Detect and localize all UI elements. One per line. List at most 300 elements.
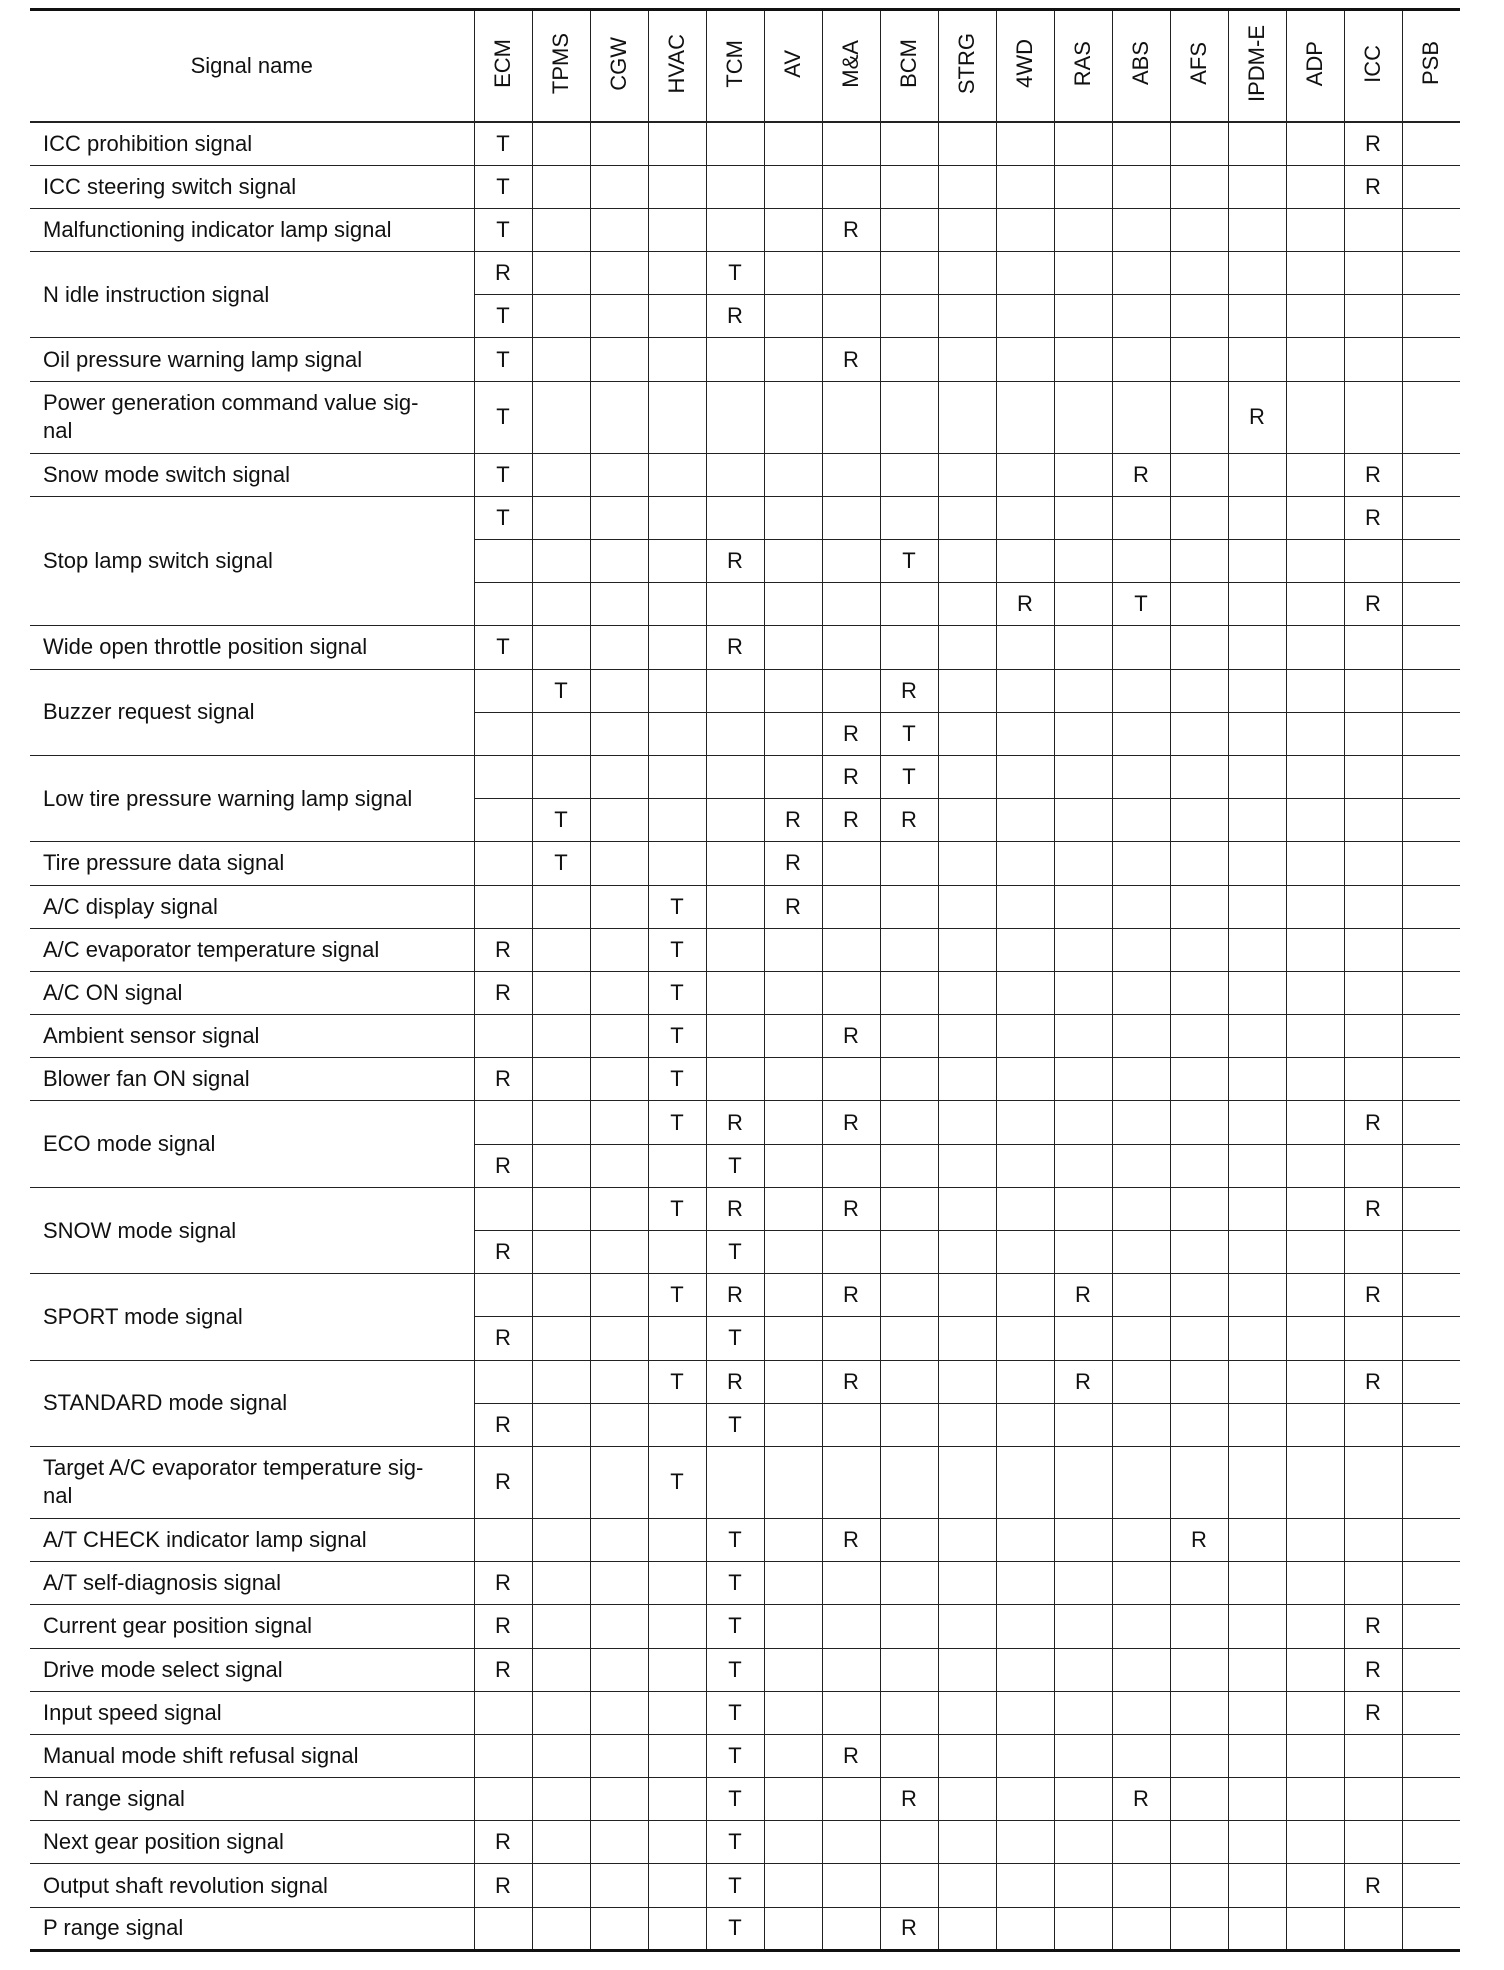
matrix-cell	[532, 252, 590, 295]
matrix-cell	[1112, 1058, 1170, 1101]
matrix-cell	[1402, 1518, 1460, 1561]
matrix-cell	[648, 122, 706, 165]
matrix-cell	[764, 1231, 822, 1274]
matrix-cell: R	[822, 1187, 880, 1230]
matrix-cell	[1402, 208, 1460, 251]
matrix-cell	[1228, 165, 1286, 208]
matrix-cell	[590, 540, 648, 583]
matrix-cell	[1286, 1360, 1344, 1403]
signal-name-cell: Malfunctioning indicator lamp signal	[30, 208, 474, 251]
matrix-cell: R	[1344, 1101, 1402, 1144]
matrix-cell	[474, 799, 532, 842]
matrix-cell	[938, 1691, 996, 1734]
matrix-cell: T	[706, 1403, 764, 1446]
signal-name-cell: Manual mode shift refusal signal	[30, 1734, 474, 1777]
matrix-cell: T	[474, 165, 532, 208]
matrix-cell	[1286, 496, 1344, 539]
matrix-cell	[880, 252, 938, 295]
matrix-cell	[822, 928, 880, 971]
matrix-cell	[1402, 1821, 1460, 1864]
column-header-tpms	[532, 10, 590, 123]
signal-name-cell: Wide open throttle position signal	[30, 626, 474, 669]
matrix-cell	[938, 755, 996, 798]
matrix-cell	[822, 1317, 880, 1360]
signal-name-cell: Output shaft revolution signal	[30, 1864, 474, 1907]
matrix-cell	[1228, 928, 1286, 971]
matrix-cell	[1286, 1058, 1344, 1101]
matrix-cell	[1286, 1734, 1344, 1777]
matrix-cell	[1112, 712, 1170, 755]
matrix-cell	[764, 1691, 822, 1734]
matrix-cell	[1402, 928, 1460, 971]
signal-name-cell: P range signal	[30, 1907, 474, 1950]
matrix-cell	[532, 1518, 590, 1561]
matrix-cell	[938, 338, 996, 381]
matrix-cell	[474, 1015, 532, 1058]
matrix-cell	[1054, 1015, 1112, 1058]
matrix-cell: R	[822, 338, 880, 381]
matrix-cell	[1402, 252, 1460, 295]
matrix-cell	[938, 165, 996, 208]
matrix-cell	[1402, 1864, 1460, 1907]
matrix-cell	[1170, 799, 1228, 842]
matrix-cell	[938, 1403, 996, 1446]
matrix-cell	[1170, 1734, 1228, 1777]
matrix-cell	[764, 1144, 822, 1187]
matrix-cell	[764, 252, 822, 295]
matrix-cell: R	[1054, 1360, 1112, 1403]
matrix-cell	[1054, 208, 1112, 251]
column-header-hvac	[648, 10, 706, 123]
matrix-cell	[1170, 669, 1228, 712]
matrix-cell	[1054, 540, 1112, 583]
matrix-cell	[938, 252, 996, 295]
matrix-cell	[1112, 1403, 1170, 1446]
matrix-cell	[1228, 1648, 1286, 1691]
column-header-av	[764, 10, 822, 123]
matrix-cell: R	[706, 1274, 764, 1317]
matrix-cell	[1112, 799, 1170, 842]
matrix-cell	[1112, 496, 1170, 539]
matrix-cell: T	[880, 755, 938, 798]
matrix-cell	[590, 1144, 648, 1187]
matrix-cell	[764, 1734, 822, 1777]
matrix-cell: T	[648, 1274, 706, 1317]
matrix-cell	[1344, 1403, 1402, 1446]
matrix-cell: R	[822, 1360, 880, 1403]
matrix-cell	[1286, 626, 1344, 669]
matrix-cell	[1054, 1605, 1112, 1648]
signal-name-cell: N idle instruction signal	[30, 252, 474, 338]
matrix-cell	[880, 842, 938, 885]
matrix-cell	[1054, 755, 1112, 798]
matrix-cell	[996, 1144, 1054, 1187]
matrix-cell: T	[706, 1518, 764, 1561]
matrix-cell	[1286, 208, 1344, 251]
matrix-cell	[706, 381, 764, 453]
matrix-cell	[474, 1518, 532, 1561]
matrix-cell: R	[474, 1403, 532, 1446]
matrix-cell	[474, 583, 532, 626]
matrix-cell	[1344, 755, 1402, 798]
matrix-cell	[938, 1605, 996, 1648]
matrix-cell	[1402, 122, 1460, 165]
matrix-cell: R	[1344, 583, 1402, 626]
matrix-cell	[1402, 1144, 1460, 1187]
matrix-cell	[996, 1518, 1054, 1561]
column-header-label: ABS	[1128, 41, 1153, 86]
matrix-cell	[1170, 338, 1228, 381]
matrix-cell	[1054, 1403, 1112, 1446]
matrix-cell	[1228, 712, 1286, 755]
matrix-cell	[1228, 1518, 1286, 1561]
matrix-cell	[1402, 971, 1460, 1014]
matrix-cell	[648, 338, 706, 381]
matrix-cell	[532, 1187, 590, 1230]
matrix-cell	[1170, 971, 1228, 1014]
matrix-cell	[764, 1403, 822, 1446]
matrix-cell: R	[474, 928, 532, 971]
matrix-cell	[590, 1518, 648, 1561]
matrix-cell	[1286, 1562, 1344, 1605]
table-row	[30, 928, 1460, 971]
table-row	[30, 1015, 1460, 1058]
matrix-cell	[1228, 1015, 1286, 1058]
matrix-cell	[1286, 1446, 1344, 1518]
matrix-cell	[1170, 1562, 1228, 1605]
matrix-cell	[532, 1821, 590, 1864]
matrix-cell: R	[474, 1562, 532, 1605]
matrix-cell: R	[1054, 1274, 1112, 1317]
matrix-cell	[822, 1144, 880, 1187]
matrix-cell	[1170, 1778, 1228, 1821]
column-header-label: AV	[780, 49, 805, 78]
matrix-cell	[706, 496, 764, 539]
matrix-cell	[474, 1778, 532, 1821]
matrix-cell	[532, 295, 590, 338]
matrix-cell: R	[822, 799, 880, 842]
table-row	[30, 1518, 1460, 1561]
matrix-cell: T	[474, 381, 532, 453]
table-body	[30, 122, 1460, 1950]
matrix-cell: T	[706, 1144, 764, 1187]
matrix-cell	[532, 381, 590, 453]
matrix-cell: T	[648, 1101, 706, 1144]
matrix-cell	[1344, 1562, 1402, 1605]
matrix-cell	[1054, 1734, 1112, 1777]
table-row	[30, 626, 1460, 669]
matrix-cell	[880, 1144, 938, 1187]
matrix-cell	[532, 885, 590, 928]
matrix-cell: R	[880, 669, 938, 712]
table-row	[30, 1648, 1460, 1691]
matrix-cell	[1286, 540, 1344, 583]
matrix-cell	[1170, 540, 1228, 583]
signal-name-cell: ECO mode signal	[30, 1101, 474, 1187]
matrix-cell	[764, 1058, 822, 1101]
signal-name-cell: A/T self-diagnosis signal	[30, 1562, 474, 1605]
column-header-label: ADP	[1302, 40, 1327, 87]
matrix-cell	[1170, 755, 1228, 798]
matrix-cell: R	[880, 1907, 938, 1950]
column-header-label: ECM	[490, 39, 515, 88]
matrix-cell	[822, 669, 880, 712]
matrix-cell	[1286, 122, 1344, 165]
matrix-cell	[996, 1648, 1054, 1691]
matrix-cell	[880, 1691, 938, 1734]
matrix-cell	[532, 1058, 590, 1101]
signal-name-cell: Tire pressure data signal	[30, 842, 474, 885]
signal-name-cell: Stop lamp switch signal	[30, 496, 474, 626]
matrix-cell	[474, 1907, 532, 1950]
column-header-label: BCM	[896, 39, 921, 88]
matrix-cell	[822, 165, 880, 208]
matrix-cell	[590, 1317, 648, 1360]
matrix-cell	[938, 1446, 996, 1518]
matrix-cell	[1286, 1821, 1344, 1864]
signal-name-cell: A/C evaporator temperature signal	[30, 928, 474, 971]
column-header-ras	[1054, 10, 1112, 123]
matrix-cell	[938, 1360, 996, 1403]
matrix-cell	[648, 295, 706, 338]
matrix-cell	[532, 1015, 590, 1058]
matrix-cell	[880, 1518, 938, 1561]
matrix-cell	[474, 755, 532, 798]
table-row	[30, 1360, 1460, 1403]
matrix-cell	[590, 122, 648, 165]
matrix-cell	[822, 1778, 880, 1821]
matrix-cell	[1054, 165, 1112, 208]
matrix-cell: T	[474, 122, 532, 165]
matrix-cell	[880, 1734, 938, 1777]
matrix-cell	[590, 1864, 648, 1907]
matrix-cell	[822, 1821, 880, 1864]
matrix-cell	[590, 1778, 648, 1821]
matrix-cell	[1402, 1446, 1460, 1518]
matrix-cell	[880, 381, 938, 453]
matrix-cell	[938, 1274, 996, 1317]
matrix-cell: R	[1344, 496, 1402, 539]
matrix-cell	[1112, 755, 1170, 798]
matrix-cell	[996, 1821, 1054, 1864]
matrix-cell	[1112, 842, 1170, 885]
matrix-cell	[1344, 626, 1402, 669]
matrix-cell	[1402, 799, 1460, 842]
matrix-cell: T	[706, 1317, 764, 1360]
matrix-cell	[996, 1101, 1054, 1144]
matrix-cell	[590, 1734, 648, 1777]
matrix-cell	[996, 971, 1054, 1014]
matrix-cell	[996, 928, 1054, 971]
matrix-cell	[1170, 712, 1228, 755]
matrix-cell	[764, 1778, 822, 1821]
matrix-cell	[1112, 1317, 1170, 1360]
matrix-cell	[1054, 885, 1112, 928]
signal-name-cell: SPORT mode signal	[30, 1274, 474, 1360]
matrix-cell	[1344, 540, 1402, 583]
matrix-cell	[648, 1691, 706, 1734]
matrix-cell: R	[474, 971, 532, 1014]
matrix-cell	[880, 1274, 938, 1317]
matrix-cell	[1054, 712, 1112, 755]
matrix-cell: R	[880, 1778, 938, 1821]
matrix-cell	[1344, 1015, 1402, 1058]
matrix-cell	[764, 338, 822, 381]
matrix-cell	[996, 208, 1054, 251]
matrix-cell	[880, 453, 938, 496]
matrix-cell	[938, 842, 996, 885]
matrix-cell	[706, 1015, 764, 1058]
matrix-cell: T	[706, 1864, 764, 1907]
matrix-cell	[764, 1864, 822, 1907]
matrix-cell	[706, 165, 764, 208]
column-header-label: STRG	[954, 32, 979, 95]
matrix-cell	[938, 971, 996, 1014]
matrix-cell	[1170, 122, 1228, 165]
matrix-cell	[1170, 1101, 1228, 1144]
matrix-cell	[764, 1360, 822, 1403]
matrix-cell	[996, 540, 1054, 583]
matrix-cell	[706, 1058, 764, 1101]
matrix-cell	[1402, 1101, 1460, 1144]
matrix-cell	[880, 1605, 938, 1648]
matrix-cell	[996, 1605, 1054, 1648]
matrix-cell: T	[474, 338, 532, 381]
matrix-cell: R	[474, 1231, 532, 1274]
matrix-cell	[1402, 1562, 1460, 1605]
matrix-cell	[590, 165, 648, 208]
matrix-cell	[1402, 1403, 1460, 1446]
matrix-cell	[1112, 1274, 1170, 1317]
table-row	[30, 122, 1460, 165]
matrix-cell	[1054, 338, 1112, 381]
matrix-cell	[1112, 1187, 1170, 1230]
matrix-cell	[532, 1778, 590, 1821]
matrix-cell	[996, 1231, 1054, 1274]
matrix-cell	[1054, 1187, 1112, 1230]
matrix-cell	[764, 122, 822, 165]
matrix-cell	[1402, 540, 1460, 583]
matrix-cell	[938, 712, 996, 755]
matrix-cell	[648, 1562, 706, 1605]
matrix-cell: T	[648, 971, 706, 1014]
matrix-cell	[1402, 755, 1460, 798]
matrix-cell	[1170, 842, 1228, 885]
matrix-cell	[532, 971, 590, 1014]
table-row	[30, 1605, 1460, 1648]
matrix-cell	[1286, 712, 1344, 755]
matrix-cell	[764, 1446, 822, 1518]
matrix-cell	[590, 755, 648, 798]
matrix-cell	[648, 381, 706, 453]
matrix-cell	[1286, 1274, 1344, 1317]
matrix-cell	[1054, 842, 1112, 885]
matrix-cell	[764, 712, 822, 755]
matrix-cell	[938, 1821, 996, 1864]
matrix-cell	[1286, 1187, 1344, 1230]
matrix-cell	[532, 1907, 590, 1950]
matrix-cell	[1286, 755, 1344, 798]
matrix-cell: R	[474, 1144, 532, 1187]
matrix-cell	[1402, 1187, 1460, 1230]
matrix-cell	[1344, 712, 1402, 755]
matrix-cell	[648, 1907, 706, 1950]
matrix-cell	[996, 1907, 1054, 1950]
column-header-cgw	[590, 10, 648, 123]
matrix-cell	[938, 381, 996, 453]
matrix-cell: T	[706, 1605, 764, 1648]
matrix-cell	[996, 165, 1054, 208]
matrix-cell	[764, 1518, 822, 1561]
matrix-cell	[1286, 295, 1344, 338]
matrix-cell: R	[764, 799, 822, 842]
matrix-cell	[1286, 1231, 1344, 1274]
matrix-cell: R	[1344, 122, 1402, 165]
matrix-cell	[648, 799, 706, 842]
matrix-cell	[880, 971, 938, 1014]
matrix-cell: R	[706, 295, 764, 338]
matrix-cell	[1112, 165, 1170, 208]
matrix-cell	[822, 1403, 880, 1446]
matrix-cell: R	[880, 799, 938, 842]
matrix-cell	[1054, 381, 1112, 453]
table-row	[30, 165, 1460, 208]
matrix-cell	[764, 669, 822, 712]
matrix-cell: R	[474, 1864, 532, 1907]
table-row	[30, 755, 1460, 798]
matrix-cell	[532, 755, 590, 798]
signal-name-cell: A/C display signal	[30, 885, 474, 928]
matrix-cell	[1170, 453, 1228, 496]
matrix-cell	[1228, 453, 1286, 496]
column-header-m-a	[822, 10, 880, 123]
column-header-label: TCM	[722, 39, 747, 88]
matrix-cell	[822, 842, 880, 885]
matrix-cell	[764, 496, 822, 539]
matrix-cell	[1112, 669, 1170, 712]
matrix-cell	[1054, 1518, 1112, 1561]
matrix-cell	[938, 1648, 996, 1691]
table-row	[30, 971, 1460, 1014]
matrix-cell: R	[822, 1274, 880, 1317]
matrix-cell	[996, 1403, 1054, 1446]
matrix-cell	[996, 1691, 1054, 1734]
matrix-cell	[1228, 1101, 1286, 1144]
matrix-cell	[938, 540, 996, 583]
matrix-cell	[648, 1734, 706, 1777]
matrix-cell	[880, 928, 938, 971]
matrix-cell	[1402, 1274, 1460, 1317]
signal-name-cell: Input speed signal	[30, 1691, 474, 1734]
matrix-cell	[590, 338, 648, 381]
matrix-cell	[996, 496, 1054, 539]
matrix-cell: R	[474, 252, 532, 295]
matrix-cell	[1344, 1518, 1402, 1561]
matrix-cell	[1228, 1446, 1286, 1518]
matrix-cell	[532, 1734, 590, 1777]
matrix-cell	[822, 971, 880, 1014]
matrix-cell	[938, 1734, 996, 1777]
matrix-cell	[1344, 885, 1402, 928]
matrix-cell	[1170, 1231, 1228, 1274]
matrix-cell	[706, 928, 764, 971]
matrix-cell: T	[706, 1821, 764, 1864]
matrix-cell	[532, 712, 590, 755]
matrix-cell	[1344, 669, 1402, 712]
matrix-cell	[1228, 755, 1286, 798]
matrix-cell	[474, 1274, 532, 1317]
matrix-cell	[1344, 295, 1402, 338]
